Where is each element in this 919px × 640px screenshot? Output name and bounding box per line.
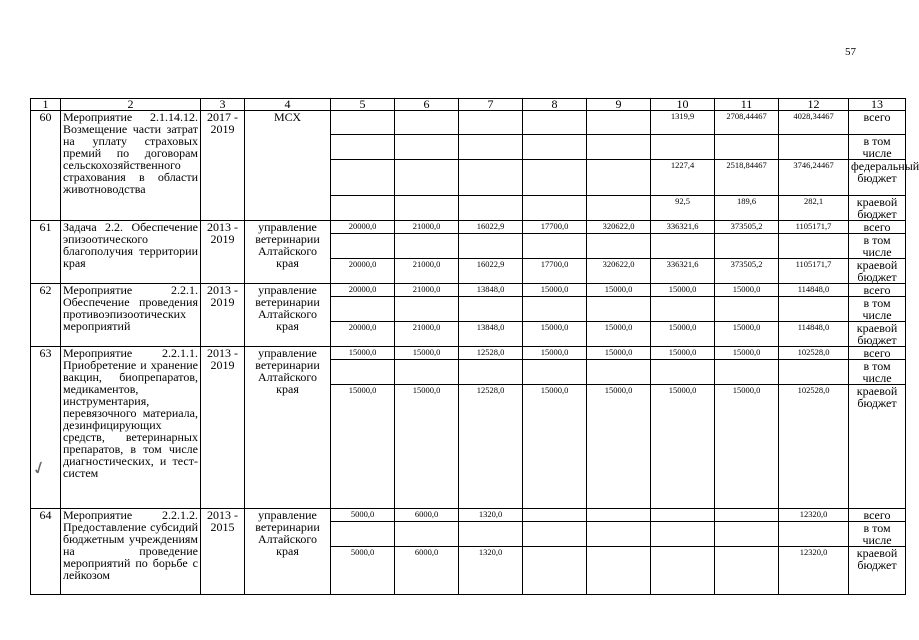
value-cell: 320622,0 bbox=[587, 259, 651, 284]
value-cell bbox=[331, 522, 395, 547]
value-cell bbox=[459, 297, 523, 322]
value-cell: 17700,0 bbox=[523, 259, 587, 284]
value-cell bbox=[395, 196, 459, 221]
value-cell bbox=[651, 297, 715, 322]
value-cell bbox=[523, 135, 587, 160]
value-cell bbox=[523, 160, 587, 196]
column-header: 5 bbox=[331, 99, 395, 111]
value-cell: 3746,24467 bbox=[779, 160, 849, 196]
value-cell bbox=[395, 297, 459, 322]
value-cell bbox=[587, 522, 651, 547]
value-cell: 2518,84467 bbox=[715, 160, 779, 196]
executor: управление ветеринарии Алтайского края bbox=[245, 509, 331, 595]
column-number-row bbox=[31, 99, 906, 111]
column-header: 1 bbox=[31, 99, 61, 111]
value-cell: 5000,0 bbox=[331, 547, 395, 595]
row-number: 63 bbox=[31, 347, 61, 509]
value-cell bbox=[587, 509, 651, 522]
budget-level-label: в том числе bbox=[849, 234, 906, 259]
value-cell: 336321,6 bbox=[651, 221, 715, 234]
value-cell bbox=[715, 135, 779, 160]
value-cell bbox=[523, 522, 587, 547]
value-cell bbox=[587, 360, 651, 385]
measure-name: Задача 2.2. Обеспечение эпизоотического благополучия территории края bbox=[61, 221, 201, 284]
value-cell bbox=[523, 297, 587, 322]
table-row bbox=[31, 221, 906, 234]
value-cell: 114848,0 bbox=[779, 322, 849, 347]
budget-level-label: краевой бюджет bbox=[849, 547, 906, 595]
value-cell bbox=[331, 297, 395, 322]
budget-level-label: в том числе bbox=[849, 297, 906, 322]
budget-level-label: в том числе bbox=[849, 135, 906, 160]
value-cell: 15000,0 bbox=[587, 347, 651, 360]
value-cell: 20000,0 bbox=[331, 259, 395, 284]
value-cell bbox=[331, 360, 395, 385]
value-cell: 336321,6 bbox=[651, 259, 715, 284]
value-cell bbox=[651, 547, 715, 595]
value-cell: 15000,0 bbox=[715, 284, 779, 297]
column-header: 6 bbox=[395, 99, 459, 111]
value-cell bbox=[459, 160, 523, 196]
value-cell: 373505,2 bbox=[715, 221, 779, 234]
value-cell: 102528,0 bbox=[779, 347, 849, 360]
value-cell: 320622,0 bbox=[587, 221, 651, 234]
value-cell bbox=[395, 360, 459, 385]
value-cell bbox=[587, 196, 651, 221]
value-cell bbox=[331, 111, 395, 135]
value-cell: 15000,0 bbox=[651, 284, 715, 297]
value-cell: 1105171,7 bbox=[779, 259, 849, 284]
table-row bbox=[31, 284, 906, 297]
value-cell: 13848,0 bbox=[459, 322, 523, 347]
value-cell: 282,1 bbox=[779, 196, 849, 221]
value-cell bbox=[651, 135, 715, 160]
value-cell: 1320,0 bbox=[459, 509, 523, 522]
value-cell bbox=[395, 234, 459, 259]
value-cell bbox=[331, 196, 395, 221]
column-header: 9 bbox=[587, 99, 651, 111]
value-cell: 6000,0 bbox=[395, 547, 459, 595]
value-cell bbox=[779, 135, 849, 160]
value-cell bbox=[523, 234, 587, 259]
value-cell bbox=[651, 234, 715, 259]
value-cell: 15000,0 bbox=[331, 385, 395, 509]
value-cell bbox=[715, 360, 779, 385]
measure-name: Мероприятие 2.1.14.12. Возмещение части затрат на уплату страховых премий по договорам сельскохозяйственного страхования в области животноводства bbox=[61, 111, 201, 221]
value-cell: 15000,0 bbox=[715, 322, 779, 347]
measure-name: Мероприятие 2.2.1.1. Приобретение и хранение вакцин, биопрепаратов, медикаментов, инструментария, перевязочного материала, дезинфицирующих средств, ветеринарных препаратов, в том числе диагностических, и тест-систем bbox=[61, 347, 201, 509]
period: 2013 - 2019 bbox=[201, 284, 245, 347]
executor: управление ветеринарии Алтайского края bbox=[245, 284, 331, 347]
value-cell: 12320,0 bbox=[779, 547, 849, 595]
value-cell bbox=[523, 111, 587, 135]
table-row bbox=[31, 509, 906, 522]
row-number: 61 bbox=[31, 221, 61, 284]
value-cell bbox=[523, 547, 587, 595]
table-row bbox=[31, 347, 906, 360]
value-cell: 12528,0 bbox=[459, 385, 523, 509]
value-cell: 5000,0 bbox=[331, 509, 395, 522]
value-cell: 1320,0 bbox=[459, 547, 523, 595]
column-header: 11 bbox=[715, 99, 779, 111]
value-cell bbox=[395, 522, 459, 547]
column-header: 12 bbox=[779, 99, 849, 111]
value-cell bbox=[587, 160, 651, 196]
value-cell bbox=[587, 547, 651, 595]
budget-level-label: краевой бюджет bbox=[849, 385, 906, 509]
executor: МСХ bbox=[245, 111, 331, 221]
column-header: 10 bbox=[651, 99, 715, 111]
value-cell: 15000,0 bbox=[395, 385, 459, 509]
value-cell: 1319,9 bbox=[651, 111, 715, 135]
value-cell: 15000,0 bbox=[651, 385, 715, 509]
value-cell bbox=[651, 522, 715, 547]
value-cell: 21000,0 bbox=[395, 221, 459, 234]
value-cell bbox=[587, 111, 651, 135]
value-cell bbox=[523, 196, 587, 221]
value-cell bbox=[587, 297, 651, 322]
column-header: 13 bbox=[849, 99, 906, 111]
value-cell: 15000,0 bbox=[523, 322, 587, 347]
period: 2013 - 2015 bbox=[201, 509, 245, 595]
budget-level-label: всего bbox=[849, 509, 906, 522]
value-cell: 15000,0 bbox=[523, 347, 587, 360]
column-header: 4 bbox=[245, 99, 331, 111]
period: 2017 - 2019 bbox=[201, 111, 245, 221]
executor: управление ветеринарии Алтайского края bbox=[245, 221, 331, 284]
period: 2013 - 2019 bbox=[201, 221, 245, 284]
row-number: 64 bbox=[31, 509, 61, 595]
value-cell bbox=[715, 522, 779, 547]
value-cell: 15000,0 bbox=[523, 284, 587, 297]
value-cell: 15000,0 bbox=[587, 385, 651, 509]
value-cell: 12320,0 bbox=[779, 509, 849, 522]
value-cell: 15000,0 bbox=[587, 284, 651, 297]
executor: управление ветеринарии Алтайского края bbox=[245, 347, 331, 509]
value-cell: 15000,0 bbox=[715, 347, 779, 360]
value-cell: 114848,0 bbox=[779, 284, 849, 297]
value-cell: 15000,0 bbox=[331, 347, 395, 360]
value-cell: 2708,44467 bbox=[715, 111, 779, 135]
row-number: 62 bbox=[31, 284, 61, 347]
value-cell bbox=[715, 297, 779, 322]
value-cell: 6000,0 bbox=[395, 509, 459, 522]
value-cell: 15000,0 bbox=[587, 322, 651, 347]
value-cell bbox=[779, 234, 849, 259]
value-cell bbox=[459, 196, 523, 221]
budget-level-label: в том числе bbox=[849, 360, 906, 385]
page-number: 57 bbox=[845, 46, 856, 58]
budget-level-label: федеральный бюджет bbox=[849, 160, 906, 196]
column-header: 8 bbox=[523, 99, 587, 111]
value-cell bbox=[331, 234, 395, 259]
handwritten-mark: ✓ bbox=[28, 456, 50, 481]
value-cell bbox=[715, 509, 779, 522]
value-cell bbox=[523, 509, 587, 522]
value-cell: 16022,9 bbox=[459, 221, 523, 234]
value-cell: 15000,0 bbox=[395, 347, 459, 360]
value-cell bbox=[331, 135, 395, 160]
value-cell bbox=[459, 135, 523, 160]
table-row bbox=[31, 111, 906, 135]
value-cell bbox=[523, 360, 587, 385]
value-cell: 373505,2 bbox=[715, 259, 779, 284]
value-cell: 4028,34467 bbox=[779, 111, 849, 135]
value-cell: 102528,0 bbox=[779, 385, 849, 509]
value-cell: 21000,0 bbox=[395, 284, 459, 297]
budget-level-label: всего bbox=[849, 111, 906, 135]
budget-level-label: всего bbox=[849, 221, 906, 234]
value-cell: 13848,0 bbox=[459, 284, 523, 297]
value-cell: 1227,4 bbox=[651, 160, 715, 196]
value-cell: 12528,0 bbox=[459, 347, 523, 360]
value-cell: 92,5 bbox=[651, 196, 715, 221]
value-cell bbox=[715, 234, 779, 259]
value-cell bbox=[459, 522, 523, 547]
budget-level-label: краевой бюджет bbox=[849, 259, 906, 284]
budget-level-label: в том числе bbox=[849, 522, 906, 547]
value-cell: 16022,9 bbox=[459, 259, 523, 284]
measure-name: Мероприятие 2.2.1.2. Предоставление субсидий бюджетным учреждениям на проведение мероприятий по борьбе с лейкозом bbox=[61, 509, 201, 595]
value-cell: 189,6 bbox=[715, 196, 779, 221]
value-cell bbox=[779, 522, 849, 547]
value-cell bbox=[395, 160, 459, 196]
value-cell bbox=[715, 547, 779, 595]
value-cell: 20000,0 bbox=[331, 322, 395, 347]
value-cell bbox=[651, 509, 715, 522]
value-cell: 17700,0 bbox=[523, 221, 587, 234]
measure-name: Мероприятие 2.2.1. Обеспечение проведения противоэпизоотических мероприятий bbox=[61, 284, 201, 347]
budget-level-label: краевой бюджет bbox=[849, 196, 906, 221]
value-cell bbox=[587, 135, 651, 160]
value-cell bbox=[331, 160, 395, 196]
column-header: 3 bbox=[201, 99, 245, 111]
period: 2013 - 2019 bbox=[201, 347, 245, 509]
value-cell: 15000,0 bbox=[651, 322, 715, 347]
value-cell: 21000,0 bbox=[395, 259, 459, 284]
budget-level-label: всего bbox=[849, 347, 906, 360]
value-cell bbox=[459, 360, 523, 385]
value-cell: 20000,0 bbox=[331, 221, 395, 234]
value-cell bbox=[779, 360, 849, 385]
value-cell bbox=[779, 297, 849, 322]
value-cell: 1105171,7 bbox=[779, 221, 849, 234]
value-cell bbox=[459, 234, 523, 259]
value-cell: 21000,0 bbox=[395, 322, 459, 347]
budget-table bbox=[30, 97, 919, 595]
value-cell bbox=[395, 111, 459, 135]
value-cell: 15000,0 bbox=[715, 385, 779, 509]
value-cell bbox=[459, 111, 523, 135]
value-cell: 20000,0 bbox=[331, 284, 395, 297]
value-cell: 15000,0 bbox=[523, 385, 587, 509]
budget-level-label: краевой бюджет bbox=[849, 322, 906, 347]
budget-level-label: всего bbox=[849, 284, 906, 297]
value-cell: 15000,0 bbox=[651, 347, 715, 360]
column-header: 7 bbox=[459, 99, 523, 111]
value-cell bbox=[395, 135, 459, 160]
row-number: 60 bbox=[31, 111, 61, 221]
value-cell bbox=[587, 234, 651, 259]
value-cell bbox=[651, 360, 715, 385]
column-header: 2 bbox=[61, 99, 201, 111]
